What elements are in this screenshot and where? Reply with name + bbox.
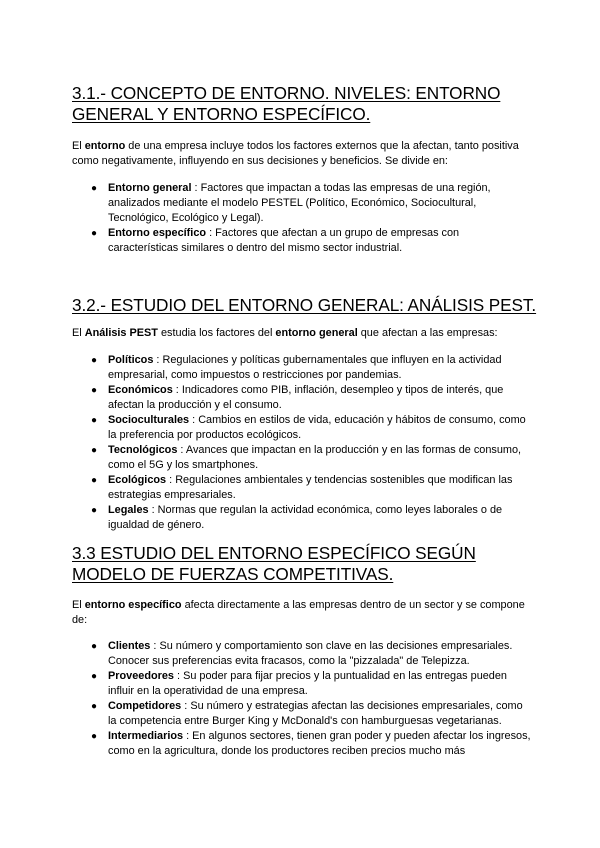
list-item: ● Tecnológicos : Avances que impactan en la producción y en las formas de consumo, como el 5G y los smartphones. xyxy=(91,444,522,471)
list-item: ● Legales : Normas que regulan la actividad económica, como leyes laborales o de igualdad de género. xyxy=(91,504,503,531)
bullet-icon: ● xyxy=(91,731,98,742)
bullet-icon: ● xyxy=(91,183,98,194)
bullet-icon: ● xyxy=(91,228,98,239)
bullet-icon: ● xyxy=(91,505,98,516)
section-intro: El Análisis PEST estudia los factores del entorno general que afectan a las empresas: xyxy=(72,327,498,339)
list-item: ● Proveedores : Su poder para fijar precios y la puntualidad en las entregas pueden influir en la operatividad de una empresa. xyxy=(91,670,507,697)
bullet-list xyxy=(72,181,532,256)
section-heading: 3.3 ESTUDIO DEL ENTORNO ESPECÍFICO SEGÚN MODELO DE FUERZAS COMPETITIVAS. xyxy=(72,543,476,584)
list-item: ● Socioculturales : Cambios en estilos de vida, educación y hábitos de consumo, como la preferencia por productos ecológicos. xyxy=(91,414,526,441)
list-item: ● Intermediarios : En algunos sectores, tienen gran poder y pueden afectar los ingresos, como en la agricultura, donde los productores reciben precios mucho más xyxy=(91,730,531,757)
bullet-list xyxy=(72,639,532,759)
bullet-icon: ● xyxy=(91,355,98,366)
section-heading: 3.2.- ESTUDIO DEL ENTORNO GENERAL: ANÁLISIS PEST. xyxy=(72,295,537,315)
bullet-icon: ● xyxy=(91,641,98,652)
bullet-icon: ● xyxy=(91,701,98,712)
bullet-icon: ● xyxy=(91,385,98,396)
bullet-icon: ● xyxy=(91,671,98,682)
list-item: ● Clientes : Su número y comportamiento son clave en las decisiones empresariales. Conocer sus preferencias evita fracasos, como la "pizzalada" de Telepizza. xyxy=(91,640,513,667)
list-item: ● Ecológicos : Regulaciones ambientales y tendencias sostenibles que modifican las estrategias empresariales. xyxy=(91,474,513,501)
list-item: ● Entorno específico : Factores que afectan a un grupo de empresas con características similares o dentro del mismo sector industrial. xyxy=(91,227,460,254)
list-item: ● Económicos : Indicadores como PIB, inflación, desempleo y tipos de interés, que afectan la producción y el consumo. xyxy=(91,384,504,411)
bullet-icon: ● xyxy=(91,445,98,456)
list-item: ● Políticos : Regulaciones y políticas gubernamentales que influyen en la actividad empresarial, como impuestos o restricciones por pandemias. xyxy=(91,354,502,381)
section-intro: El entorno específico afecta directamente a las empresas dentro de un sector y se compone de: xyxy=(72,599,525,626)
bullet-list xyxy=(72,353,532,533)
list-item: ● Competidores : Su número y estrategias afectan las decisiones empresariales, como la competencia entre Burger King y McDonald's con hamburguesas vegetarianas. xyxy=(91,700,523,727)
bullet-icon: ● xyxy=(91,475,98,486)
section-intro: El entorno de una empresa incluye todos los factores externos que la afectan, tanto positiva como negativamente, influyendo en sus decisiones y beneficios. Se divide en: xyxy=(72,140,519,167)
bullet-icon: ● xyxy=(91,415,98,426)
section-heading: 3.1.- CONCEPTO DE ENTORNO. NIVELES: ENTORNO GENERAL Y ENTORNO ESPECÍFICO. xyxy=(72,83,501,124)
list-item: ● Entorno general : Factores que impactan a todas las empresas de una región, analizados mediante el modelo PESTEL (Político, Económico, Sociocultural, Tecnológico, Ecológico y Legal). xyxy=(91,182,491,224)
